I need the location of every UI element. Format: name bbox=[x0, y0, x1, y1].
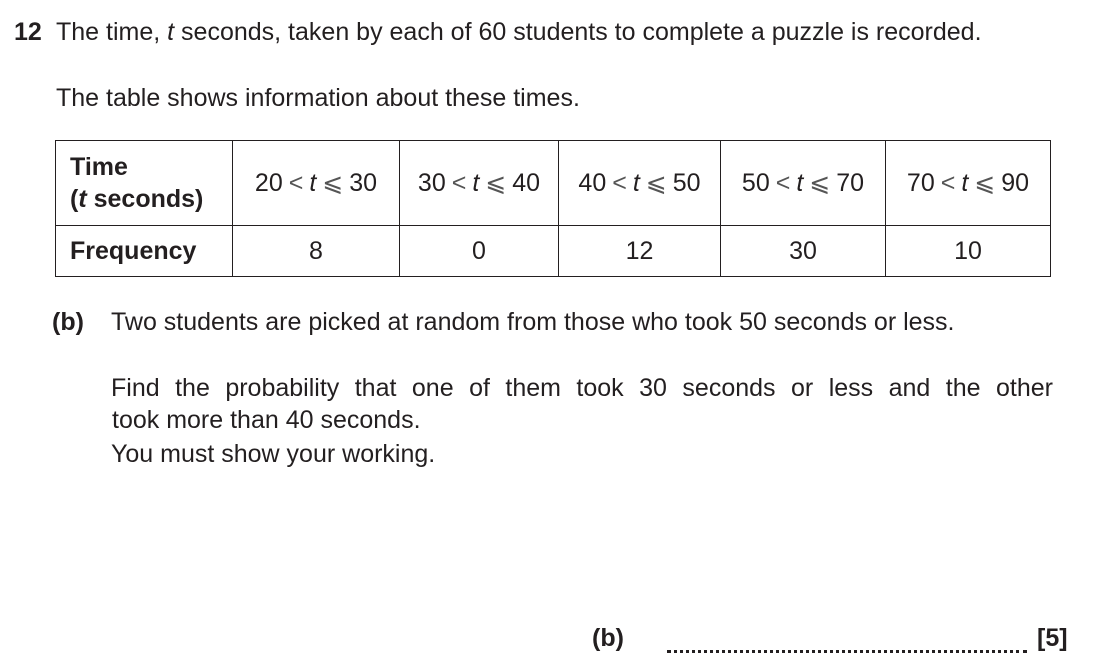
time-header-line1: Time bbox=[70, 153, 128, 181]
show-working-instruction: You must show your working. bbox=[111, 440, 436, 468]
frequency-cell: 10 bbox=[886, 226, 1051, 277]
answer-line[interactable] bbox=[667, 636, 1027, 653]
time-header-open-paren: ( bbox=[70, 185, 79, 213]
question-stem bbox=[14, 16, 982, 48]
frequency-header-cell: Frequency bbox=[56, 226, 233, 277]
frequency-cell: 0 bbox=[400, 226, 559, 277]
part-b-task-line1: Find the probability that one of them took 30 seconds or less and the other bbox=[111, 374, 1053, 402]
interval-cell: 40 < t ⩽ 50 bbox=[559, 141, 721, 226]
time-header-cell bbox=[56, 141, 233, 226]
part-b-task-line2: took more than 40 seconds. bbox=[112, 406, 421, 434]
stem-text-start: The time, bbox=[56, 18, 168, 46]
stem-text-end: seconds, taken by each of 60 students to complete a puzzle is recorded. bbox=[174, 18, 982, 46]
frequency-table bbox=[55, 140, 1051, 277]
interval-cell: 70 < t ⩽ 90 bbox=[886, 141, 1051, 226]
marks-badge: [5] bbox=[1037, 624, 1068, 652]
table-header-row bbox=[56, 141, 1051, 226]
frequency-cell: 30 bbox=[721, 226, 886, 277]
interval-cell: 50 < t ⩽ 70 bbox=[721, 141, 886, 226]
interval-cell: 20 < t ⩽ 30 bbox=[233, 141, 400, 226]
time-header-variable: t bbox=[78, 185, 87, 213]
frequency-row bbox=[56, 226, 1051, 277]
question-number: 12 bbox=[14, 18, 42, 46]
frequency-cell: 8 bbox=[233, 226, 400, 277]
part-b-label: (b) bbox=[52, 308, 84, 336]
interval-cell: 30 < t ⩽ 40 bbox=[400, 141, 559, 226]
frequency-cell: 12 bbox=[559, 226, 721, 277]
part-b-text: Two students are picked at random from those who took 50 seconds or less. bbox=[111, 308, 955, 336]
time-header-unit: seconds) bbox=[86, 185, 204, 213]
stem-variable: t bbox=[167, 18, 175, 46]
table-intro: The table shows information about these times. bbox=[56, 84, 580, 112]
answer-label: (b) bbox=[592, 624, 624, 652]
